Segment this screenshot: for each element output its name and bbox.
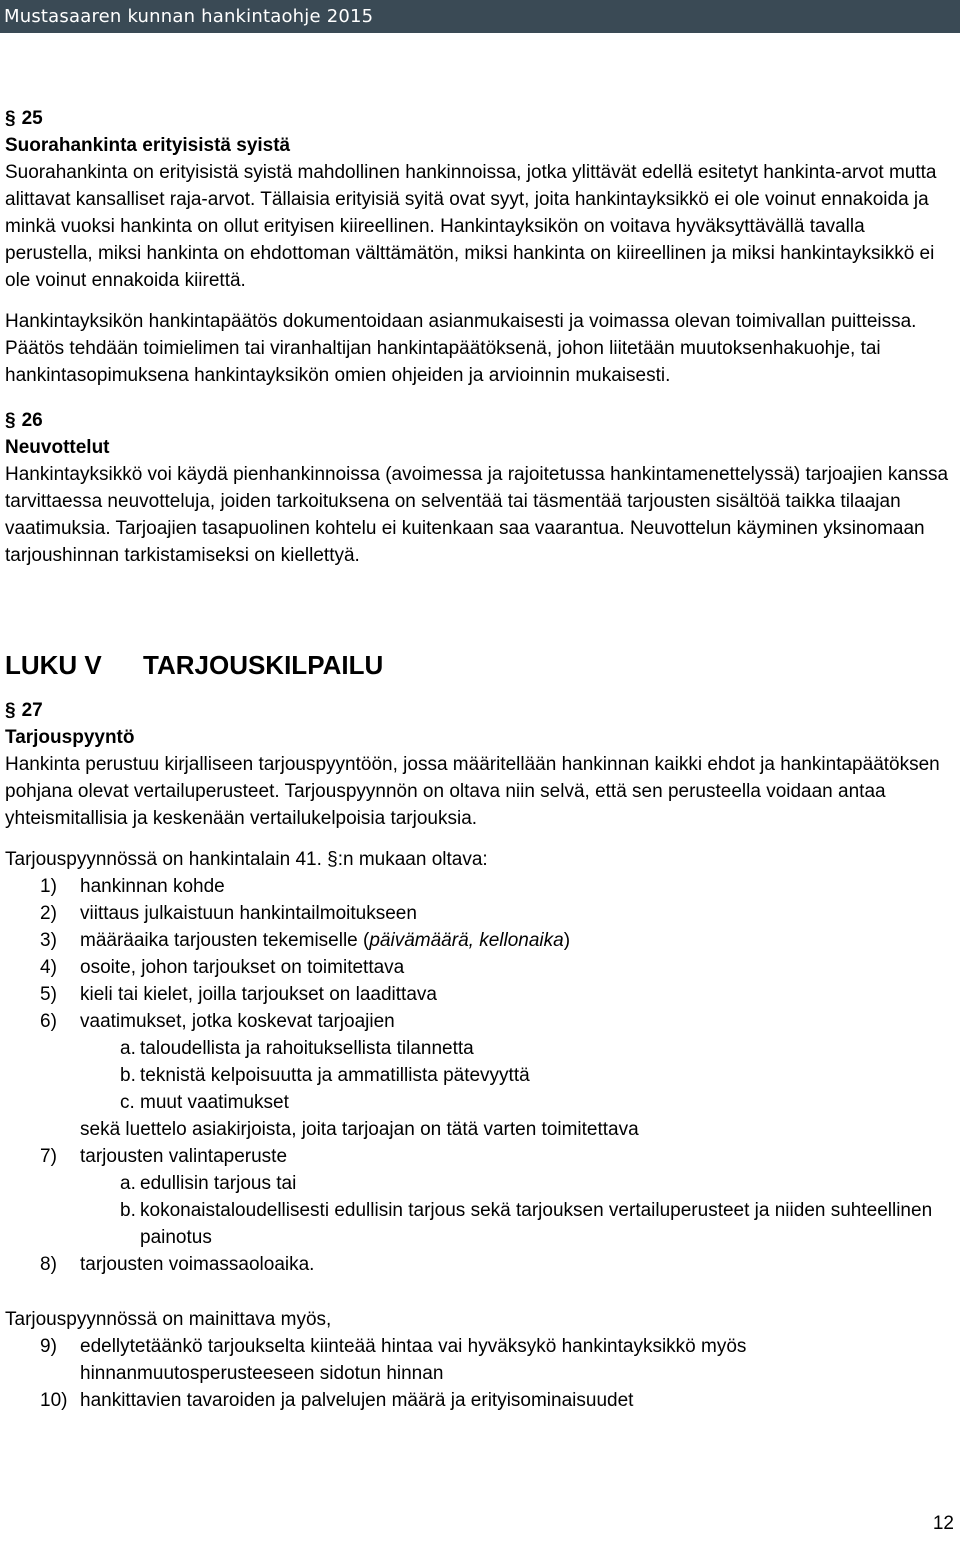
- list-text: edellytetäänkö tarjoukselta kiinteää hintaa vai hyväksykö hankintayksikkö myös hinnanmuutosperusteeseen sidotun hinnan: [80, 1336, 747, 1384]
- list-text: viittaus julkaistuun hankintailmoitukseen: [80, 903, 417, 924]
- sub-text: edullisin tarjous tai: [140, 1173, 297, 1194]
- section-title: Tarjouspyyntö: [5, 727, 135, 748]
- list-item: [5, 1143, 953, 1170]
- sub-letter: a.: [120, 1173, 136, 1194]
- section-title: Suorahankinta erityisistä syistä: [5, 135, 291, 156]
- list-number: 8): [40, 1254, 57, 1275]
- list-text: tarjousten voimassaoloaika.: [80, 1254, 315, 1275]
- list-text: kieli tai kielet, joilla tarjoukset on laadittava: [80, 984, 437, 1005]
- list-item: [5, 873, 953, 900]
- sub-text: muut vaatimukset: [140, 1092, 289, 1113]
- section-title: Neuvottelut: [5, 437, 110, 458]
- list-item: [5, 981, 953, 1008]
- sub-letter: a.: [120, 1038, 136, 1059]
- sub-list-item: [5, 1035, 953, 1062]
- chapter-title: TARJOUSKILPAILU: [143, 650, 384, 680]
- section-25-heading: [5, 105, 953, 159]
- list-text: osoite, johon tarjoukset on toimitettava: [80, 957, 405, 978]
- list-number: 4): [40, 957, 57, 978]
- list-text-italic: päivämäärä, kellonaika: [369, 930, 564, 951]
- sub-letter: b.: [120, 1065, 136, 1086]
- section-27-heading: [5, 697, 953, 751]
- document-header: Mustasaaren kunnan hankintaohje 2015: [0, 0, 960, 33]
- sub-text: teknistä kelpoisuutta ja ammatillista pätevyyttä: [140, 1065, 530, 1086]
- list-number: 7): [40, 1146, 57, 1167]
- list-item: [5, 1333, 953, 1387]
- list-number: 1): [40, 876, 57, 897]
- list-text: hankinnan kohde: [80, 876, 225, 897]
- sub-list-item: [5, 1089, 953, 1116]
- list-text: tarjousten valintaperuste: [80, 1146, 288, 1167]
- list-number: 6): [40, 1011, 57, 1032]
- list-item: [5, 954, 953, 981]
- list-number: 5): [40, 984, 57, 1005]
- requirements-list-end: [5, 1251, 953, 1278]
- list-continuation: sekä luettelo asiakirjoista, joita tarjoajan on tätä varten toimitettava: [80, 1119, 639, 1140]
- paragraph: Hankintayksikkö voi käydä pienhankinnoissa (avoimessa ja rajoitetussa hankintamenettelyssä) tarjoajien kanssa tarvittaessa neuvotteluja, joiden tarkoituksena on selventää tai täsmentää tarjousten sisältöä taikka tilaajan vaatimuksia. Tarjoajien tasapuolinen kohtelu ei kuitenkaan saa vaarantua. Neuvottelun käyminen yksinomaan tarjoushinnan tarkistamiseksi on kiellettyä.: [5, 464, 949, 566]
- chapter-heading: [5, 649, 953, 681]
- section-symbol: §: [5, 700, 16, 721]
- additional-list: [5, 1333, 953, 1414]
- chapter-label: LUKU V: [5, 650, 102, 680]
- section-number: 26: [21, 410, 43, 431]
- section-number: 27: [21, 700, 43, 721]
- list-item: [5, 1251, 953, 1278]
- section-26-heading: [5, 407, 953, 461]
- sub-list-item: [5, 1197, 953, 1251]
- list-intro: Tarjouspyynnössä on mainittava myös,: [5, 1309, 332, 1330]
- paragraph: Hankinta perustuu kirjalliseen tarjouspyyntöön, jossa määritellään hankinnan kaikki ehdot ja hankintapäätöksen pohjana olevat vertailuperusteet. Tarjouspyynnön on oltava niin selvä, että sen perusteella voidaan antaa yhteismitallisia ja keskenään vertailukelpoisia tarjouksia.: [5, 754, 940, 829]
- list-text: ): [563, 930, 571, 951]
- document-body: [5, 105, 953, 1414]
- section-number: 25: [21, 108, 43, 129]
- list-text: hankittavien tavaroiden ja palvelujen määrä ja erityisominaisuudet: [80, 1390, 634, 1411]
- sub-text: kokonaistaloudellisesti edullisin tarjous sekä tarjouksen vertailuperusteet ja niiden suhteellinen painotus: [140, 1200, 933, 1248]
- list-text: määräaika tarjousten tekemiselle (: [80, 930, 370, 951]
- sub-text: taloudellista ja rahoituksellista tilannetta: [140, 1038, 474, 1059]
- list-item: [5, 927, 953, 954]
- requirements-list: [5, 873, 953, 1035]
- list-intro: Tarjouspyynnössä on hankintalain 41. §:n mukaan oltava:: [5, 849, 488, 870]
- sub-letter: b.: [120, 1200, 136, 1221]
- list-number: 3): [40, 930, 57, 951]
- section-symbol: §: [5, 108, 16, 129]
- list-number: 2): [40, 903, 57, 924]
- sub-letter: c.: [120, 1092, 135, 1113]
- section-symbol: §: [5, 410, 16, 431]
- requirements-list-cont: [5, 1143, 953, 1170]
- list-item: [5, 1008, 953, 1035]
- sub-list-item: [5, 1170, 953, 1197]
- list-number: 9): [40, 1336, 57, 1357]
- list-text: vaatimukset, jotka koskevat tarjoajien: [80, 1011, 395, 1032]
- list-item: [5, 900, 953, 927]
- paragraph: Suorahankinta on erityisistä syistä mahdollinen hankinnoissa, jotka ylittävät edellä esitetyt hankinta-arvot mutta alittavat kansalliset raja-arvot. Tällaisia erityisiä syitä ovat syyt, joita hankintayksikkö ei ole voinut ennakoida ja minkä vuoksi hankinta on ollut erityisen kiireellinen. Hankintayksikön on voitava hyväksyttävällä tavalla perustella, miksi hankinta on ehdottoman välttämätön, miksi hankinta on kiireellinen ja miksi hankintayksikkö ei ole voinut ennakoida kiirettä.: [5, 162, 937, 291]
- list-number: 10): [40, 1390, 68, 1411]
- paragraph: Hankintayksikön hankintapäätös dokumentoidaan asianmukaisesti ja voimassa olevan toimivallan puitteissa. Päätös tehdään toimielimen tai viranhaltijan hankintapäätöksenä, johon liitetään muutoksenhakuohje, tai hankintasopimuksena hankintayksikön omien ohjeiden ja arvioinnin mukaisesti.: [5, 311, 917, 386]
- sub-list-item: [5, 1062, 953, 1089]
- list-item: [5, 1387, 953, 1414]
- page-number: 12: [932, 1513, 954, 1534]
